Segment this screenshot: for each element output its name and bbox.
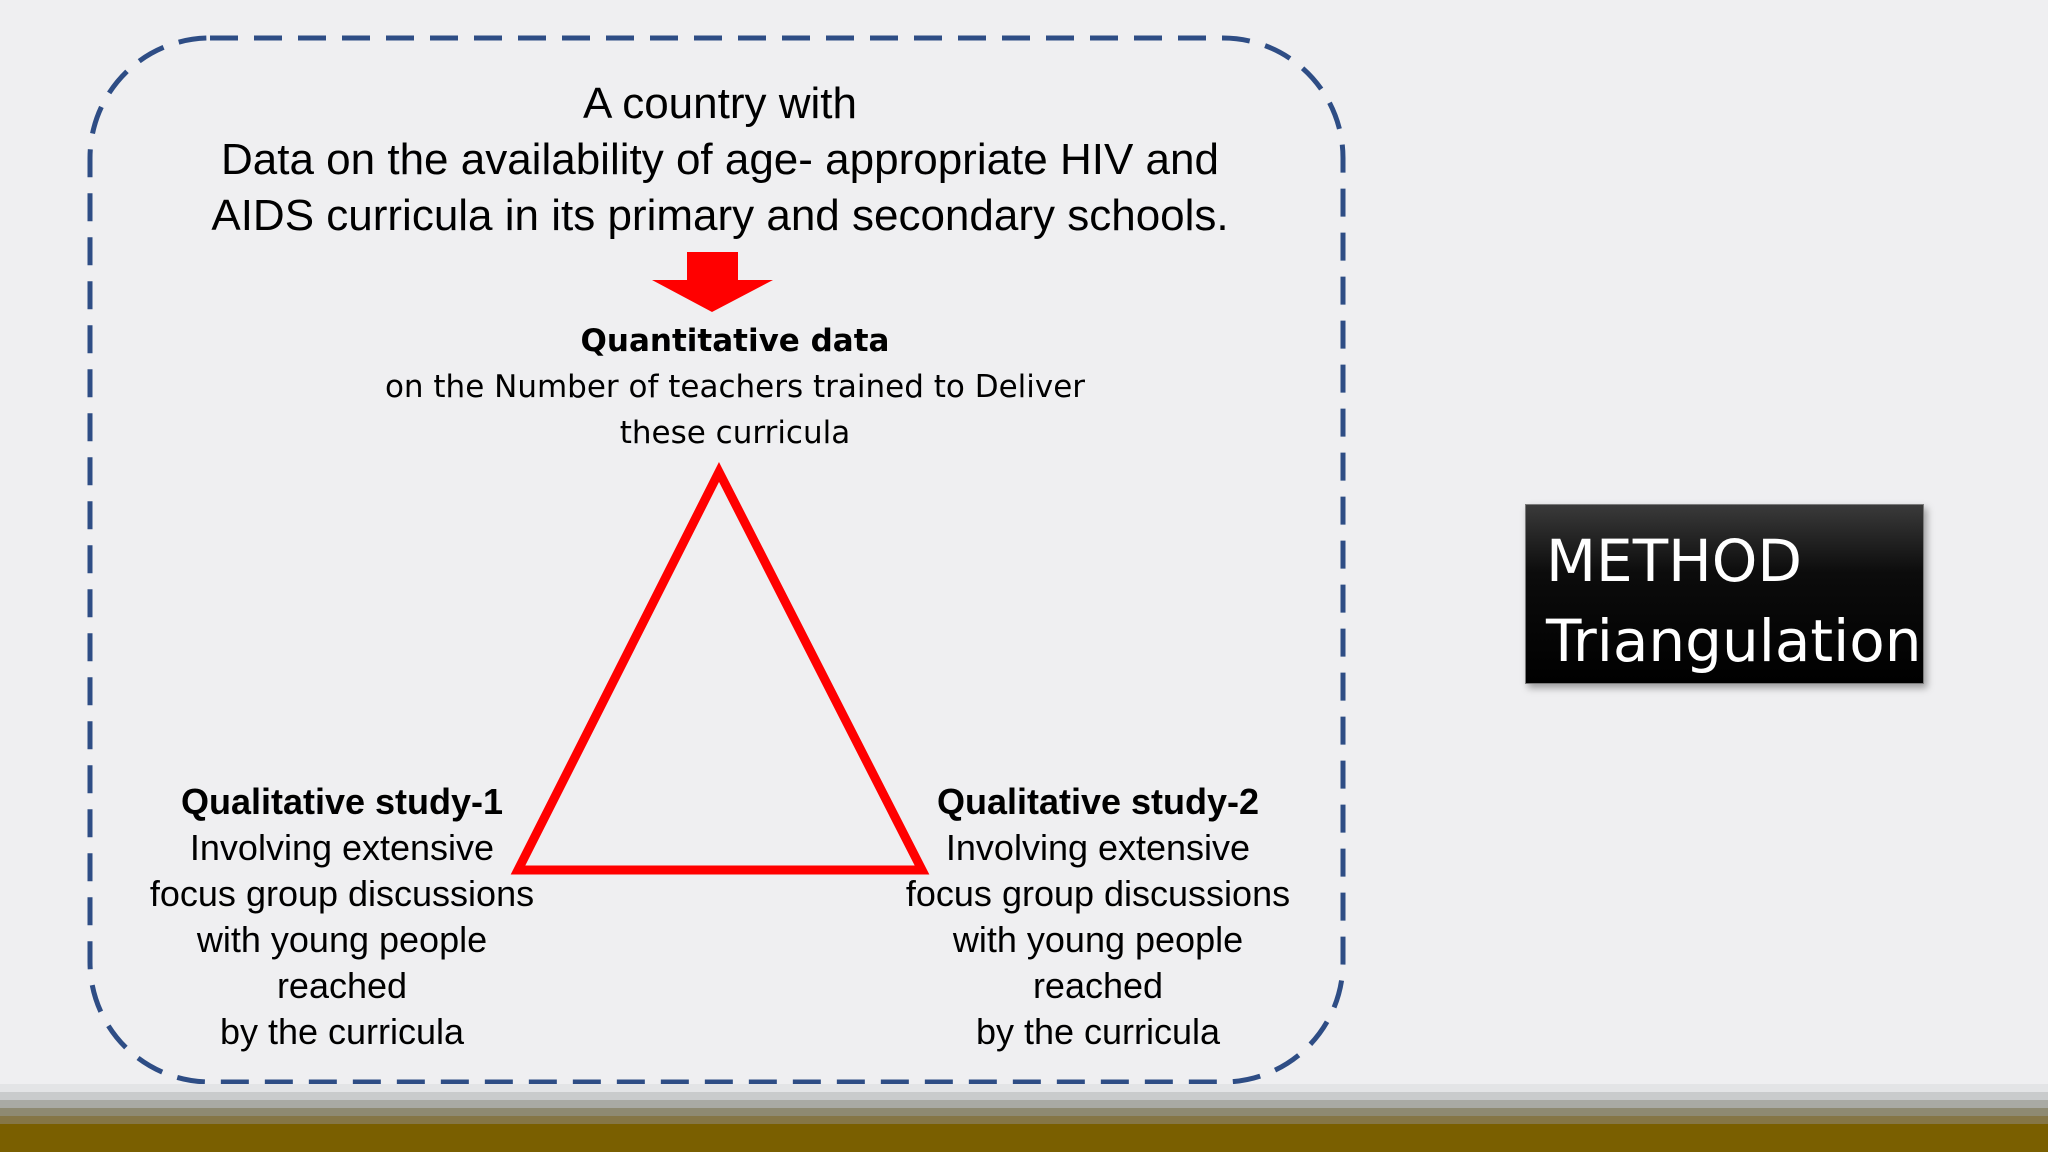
intro-line-1: A country with [583,79,857,128]
triangle-shape [518,472,922,870]
qualitative-2-line-1: Involving extensive [945,827,1251,868]
intro-text [140,76,1300,244]
qualitative-1-line-3: with young people [196,919,488,960]
down-arrow-icon [652,252,773,312]
qualitative-1-line-5: by the curricula [219,1011,465,1052]
qualitative-2-line-3: with young people [952,919,1244,960]
qualitative-2-line-2: focus group discussions [905,873,1291,914]
intro-line-3: AIDS curricula in its primary and secondary schools. [211,191,1229,240]
qualitative-1-heading: Qualitative study-1 [180,781,504,822]
quantitative-line-2: these curricula [619,415,851,451]
qualitative-2-line-5: by the curricula [975,1011,1221,1052]
method-triangulation-box [1525,504,1924,684]
qualitative-study-1-label [117,779,567,1055]
method-box-line-1: METHOD [1546,527,1803,595]
quantitative-label [330,318,1140,456]
qualitative-study-2-label [873,779,1323,1055]
footer-stripes [0,1084,2048,1152]
qualitative-1-line-4: reached [276,965,408,1006]
qualitative-1-line-1: Involving extensive [189,827,495,868]
qualitative-2-line-4: reached [1032,965,1164,1006]
method-box-line-2: Triangulation [1546,607,1922,675]
quantitative-line-1: on the Number of teachers trained to Deliver [384,369,1086,405]
qualitative-1-line-2: focus group discussions [149,873,535,914]
intro-line-2: Data on the availability of age- appropriate HIV and [221,135,1219,184]
quantitative-heading: Quantitative data [580,323,890,359]
qualitative-2-heading: Qualitative study-2 [936,781,1260,822]
